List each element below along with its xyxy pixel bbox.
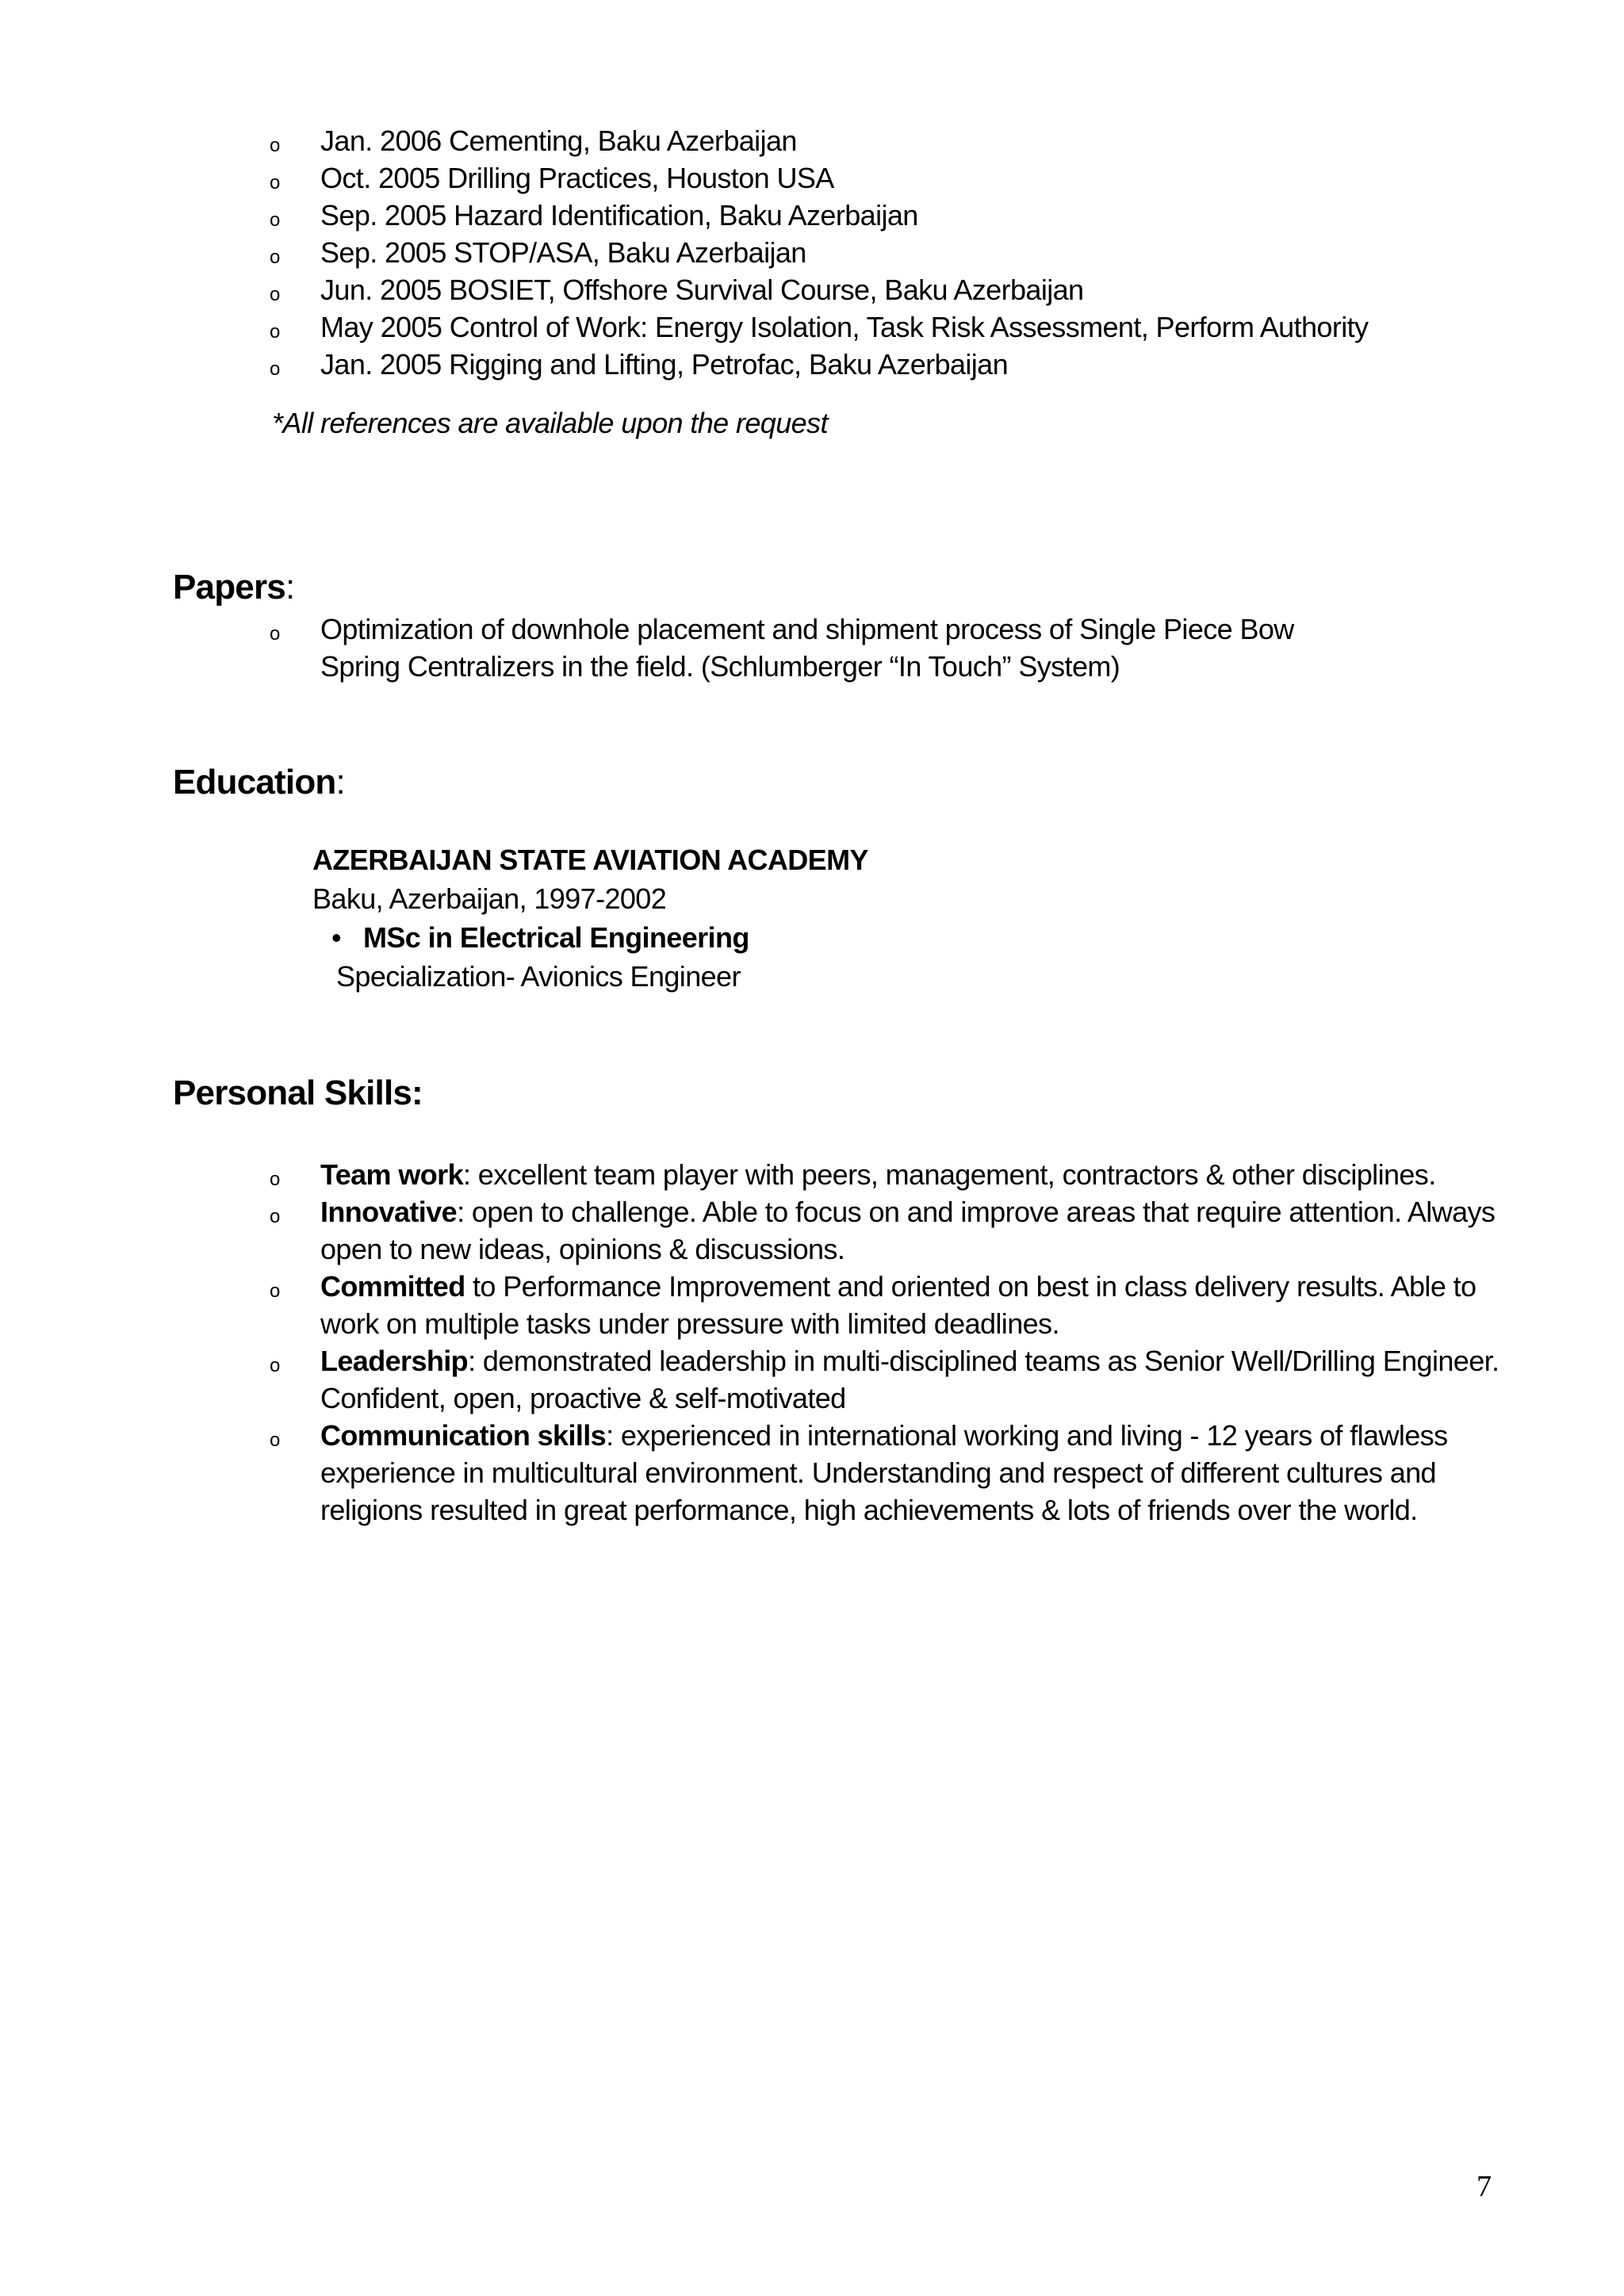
institution-name: AZERBAIJAN STATE AVIATION ACADEMY — [312, 844, 868, 876]
skill-term: Committed — [320, 1270, 465, 1303]
page-number: 7 — [1477, 2170, 1492, 2203]
skill-text: : open to challenge. Able to focus on and improve areas that require attention. Always open to new ideas, opinions & discussions. — [320, 1196, 1496, 1265]
bullet: o — [270, 209, 281, 231]
course-item: o May 2005 Control of Work: Energy Isolation, Task Risk Assessment, Perform Authority — [270, 308, 1507, 346]
education-entry — [312, 840, 868, 996]
skill-text: : experienced in international working and living - 12 years of flawless experience in multicultural environment. Understanding and respect of different cultures and religions resulted in great performance, high achievements & lots of friends over the world. — [320, 1419, 1448, 1526]
references-note: *All references are available upon the request — [272, 407, 828, 439]
bullet: o — [270, 284, 281, 305]
skill-term: Innovative — [320, 1196, 458, 1228]
skill-term: Team work — [320, 1158, 463, 1191]
personal-skills-list — [270, 1156, 1507, 1529]
bullet: o — [270, 1169, 281, 1190]
bullet: o — [270, 172, 281, 193]
skill-item — [270, 1193, 1507, 1268]
course-item: o Jan. 2005 Rigging and Lifting, Petrofac, Baku Azerbaijan — [270, 346, 1507, 383]
skill-item — [270, 1342, 1507, 1417]
institution-location: Baku, Azerbaijan, 1997-2002 — [312, 882, 667, 915]
skill-term: Leadership — [320, 1345, 469, 1377]
education-heading: Education: — [173, 763, 345, 802]
skill-item — [270, 1417, 1507, 1529]
bullet: o — [270, 1429, 281, 1451]
course-item: o Jun. 2005 BOSIET, Offshore Survival Course, Baku Azerbaijan — [270, 271, 1507, 308]
bullet: o — [270, 1206, 281, 1227]
skill-item — [270, 1268, 1507, 1342]
bullet: o — [270, 135, 281, 156]
skill-item — [270, 1156, 1507, 1193]
papers-list — [270, 610, 1324, 685]
course-item: o Jan. 2006 Cementing, Baku Azerbaijan — [270, 122, 1507, 159]
bullet: o — [270, 623, 281, 645]
paper-item: o Optimization of downhole placement and shipment process of Single Piece Bow Spring Centralizers in the field. (Schlumberger “In Touch” System) — [270, 613, 1294, 683]
course-item: o Sep. 2005 Hazard Identification, Baku Azerbaijan — [270, 197, 1507, 234]
bullet: o — [270, 358, 281, 380]
bullet: o — [270, 247, 281, 268]
personal-skills-heading: Personal Skills: — [173, 1073, 423, 1112]
bullet: o — [270, 1355, 281, 1376]
course-item: o Sep. 2005 STOP/ASA, Baku Azerbaijan — [270, 234, 1507, 271]
skill-text: : demonstrated leadership in multi-disciplined teams as Senior Well/Drilling Engineer. Confident, open, proactive & self-motivated — [320, 1345, 1500, 1414]
bullet: • — [331, 921, 342, 954]
bullet: o — [270, 321, 281, 342]
skill-term: Communication skills — [320, 1419, 607, 1452]
skill-text: to Performance Improvement and oriented on best in class delivery results. Able to work on multiple tasks under pressure with limited deadlines. — [320, 1270, 1477, 1340]
degree-item: • MSc in Electrical Engineering — [312, 918, 868, 957]
course-item: o Oct. 2005 Drilling Practices, Houston USA — [270, 159, 1507, 197]
skill-text: : excellent team player with peers, management, contractors & other disciplines. — [463, 1158, 1436, 1191]
papers-heading: Papers: — [173, 568, 295, 607]
bullet: o — [270, 1280, 281, 1302]
specialization: Specialization- Avionics Engineer — [336, 960, 741, 993]
training-course-list — [270, 122, 1507, 383]
